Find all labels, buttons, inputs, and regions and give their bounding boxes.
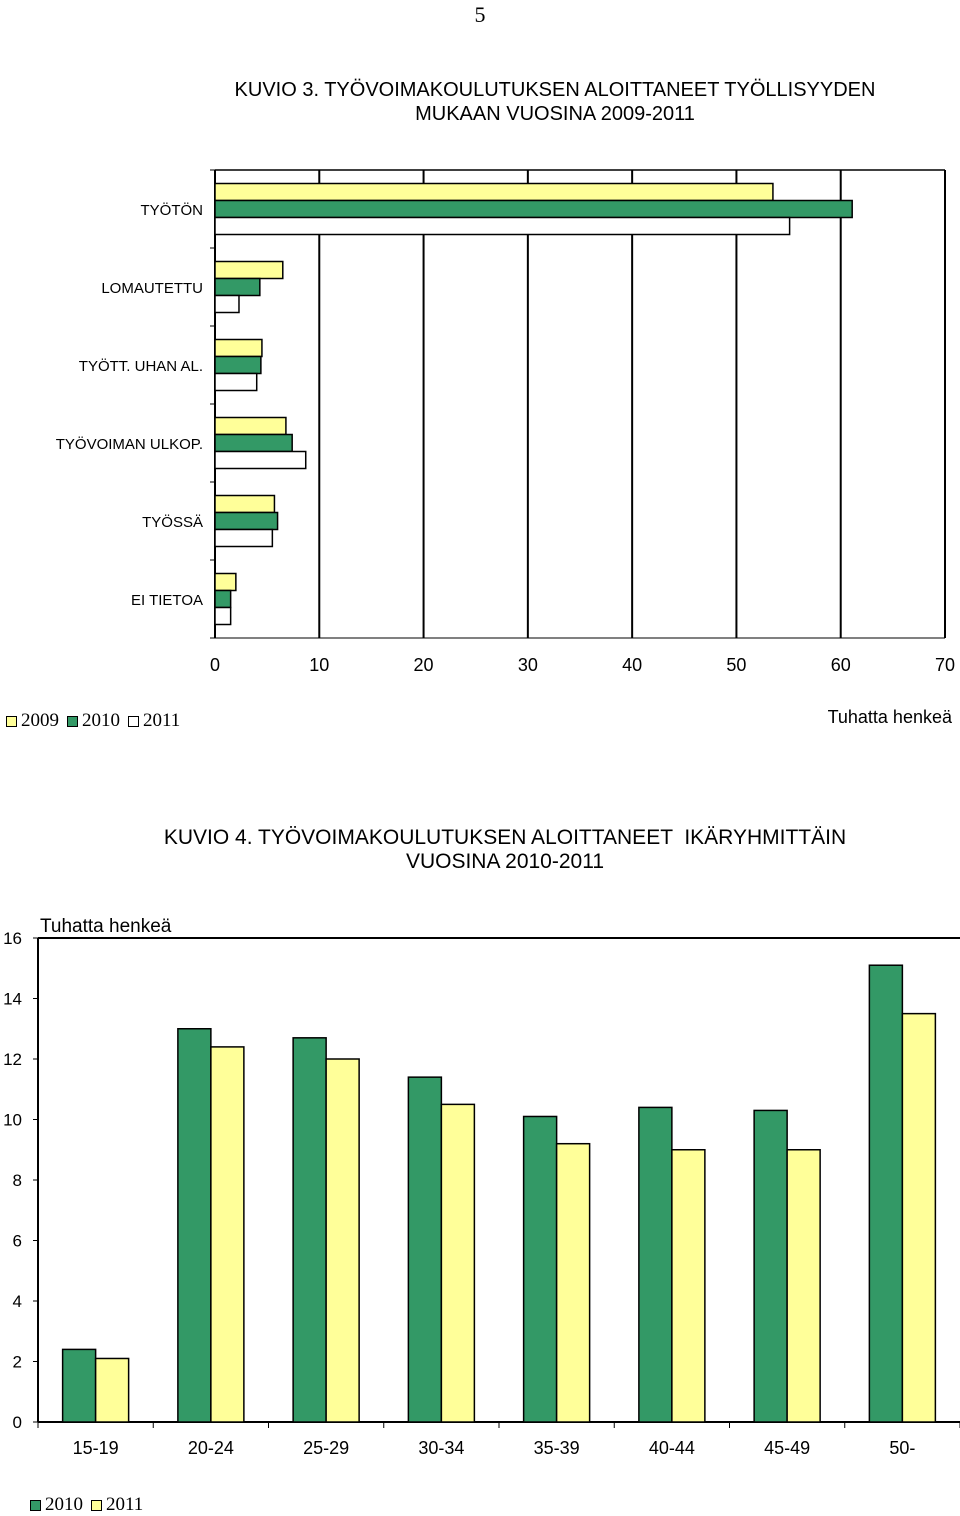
chart1-unit-label: Tuhatta henkeä	[827, 707, 952, 727]
chart1-bar-2009-3	[215, 418, 286, 435]
legend2-item-2010	[30, 1494, 83, 1516]
chart2-bar-2010-15-19	[63, 1349, 96, 1422]
chart2-bar-2010-30-34	[408, 1077, 441, 1422]
chart2-y-tick-label: 12	[3, 1050, 22, 1069]
page-number: 5	[474, 2, 486, 27]
chart2-x-tick-label: 40-44	[648, 1438, 695, 1458]
chart1-bar-2011-4	[215, 530, 272, 547]
chart2-unit-label: Tuhatta henkeä	[40, 916, 172, 937]
chart1-x-tick-label: 0	[209, 655, 221, 675]
chart2-x-tick-label: 15-19	[72, 1438, 119, 1458]
chart1-bar-2009-4	[215, 496, 274, 513]
chart2-x-tick-label: 45-49	[764, 1438, 811, 1458]
legend2-swatch-2011	[91, 1500, 102, 1511]
chart2-bar-2011-25-29	[326, 1059, 359, 1422]
chart1-employment-status-bar-chart	[0, 0, 960, 700]
chart2-y-tick-label: 0	[12, 1413, 22, 1432]
chart1-bar-2011-2	[215, 374, 257, 391]
chart2-bar-2011-15-19	[96, 1358, 129, 1422]
chart2-title-line1: KUVIO 4. TYÖVOIMAKOULUTUKSEN ALOITTANEET IKÄRYHMITTÄIN	[163, 826, 847, 849]
chart1-category-label: LOMAUTETTU	[101, 280, 203, 297]
legend-swatch-2011	[128, 716, 139, 727]
chart2-bar-2010-40-44	[639, 1107, 672, 1422]
chart2-x-tick-label: 50-	[889, 1438, 916, 1458]
chart1-title-line2: MUKAAN VUOSINA 2009-2011	[415, 103, 695, 125]
chart2-y-tick-label: 10	[3, 1110, 22, 1130]
chart2-y-tick-label: 14	[3, 989, 22, 1009]
chart1-category-label: TYÖTÖN	[140, 202, 203, 219]
legend2-label-2010: 2010	[45, 1494, 83, 1515]
chart2-bar-2011-50-	[902, 1014, 935, 1422]
chart1-bar-2010-2	[215, 357, 261, 374]
chart2-bar-2010-45-49	[754, 1110, 787, 1422]
legend2-swatch-2010	[30, 1500, 41, 1511]
chart2-bar-2010-50-	[869, 965, 902, 1422]
chart2-y-tick-label: 8	[12, 1171, 22, 1190]
chart2-y-tick-label: 16	[3, 929, 22, 948]
legend-label-2011: 2011	[143, 710, 181, 731]
chart1-bar-2010-0	[215, 201, 852, 218]
legend-item-2011	[128, 710, 180, 732]
chart1-bar-2009-2	[215, 340, 262, 357]
chart2-y-tick-label: 4	[12, 1292, 22, 1311]
legend-item-2010	[67, 710, 120, 732]
chart2-y-tick-label: 2	[12, 1352, 22, 1372]
chart2-x-tick-label: 25-29	[303, 1438, 350, 1458]
chart1-x-tick-label: 50	[726, 655, 747, 675]
chart1-bar-2011-5	[215, 608, 231, 625]
chart2-x-tick-label: 30-34	[418, 1438, 465, 1458]
chart2-bar-2011-40-44	[672, 1150, 705, 1422]
chart1-bar-2010-5	[215, 591, 231, 608]
chart2-title	[60, 826, 950, 874]
legend-label-2010: 2010	[82, 710, 120, 731]
chart1-x-tick-label: 20	[413, 655, 434, 675]
chart1-bar-2010-1	[215, 279, 260, 296]
chart1-bar-2010-3	[215, 435, 292, 452]
chart1-bar-2009-1	[215, 262, 283, 279]
chart2-bar-2011-20-24	[211, 1047, 244, 1422]
legend2-label-2011: 2011	[106, 1494, 144, 1515]
chart1-bar-2011-3	[215, 452, 306, 469]
chart2-bar-2011-35-39	[557, 1144, 590, 1422]
legend-label-2009: 2009	[21, 710, 59, 731]
chart1-category-label: TYÖTT. UHAN AL.	[78, 358, 203, 375]
chart2-title-line2: VUOSINA 2010-2011	[405, 850, 605, 873]
chart1-x-tick-label: 70	[934, 655, 956, 675]
chart2-legend	[30, 1494, 151, 1516]
chart1-x-tick-label: 10	[309, 655, 330, 675]
chart1-x-tick-label: 30	[517, 655, 538, 675]
chart1-bar-2010-4	[215, 513, 278, 530]
legend-item-2009	[6, 710, 59, 732]
chart1-category-label: EI TIETOA	[131, 592, 203, 609]
chart1-bar-2011-0	[215, 218, 790, 235]
chart1-bar-2009-0	[215, 184, 773, 201]
chart1-x-tick-label: 60	[830, 655, 851, 675]
chart2-x-tick-label: 20-24	[187, 1438, 234, 1458]
legend-swatch-2010	[67, 716, 78, 727]
chart2-bar-2010-20-24	[178, 1029, 211, 1422]
chart2-bar-2010-25-29	[293, 1038, 326, 1422]
chart1-legend	[6, 710, 188, 732]
chart2-bar-2010-35-39	[524, 1116, 557, 1422]
chart2-y-tick-label: 6	[12, 1231, 22, 1251]
chart1-category-label: TYÖVOIMAN ULKOP.	[55, 436, 203, 453]
chart1-category-label: TYÖSSÄ	[142, 514, 203, 531]
chart2-bar-2011-30-34	[441, 1104, 474, 1422]
chart1-x-tick-label: 40	[622, 655, 643, 675]
chart1-bar-2009-5	[215, 574, 236, 591]
legend2-item-2011	[91, 1494, 143, 1516]
chart1-bar-2011-1	[215, 296, 239, 313]
chart1-title-line1: KUVIO 3. TYÖVOIMAKOULUTUKSEN ALOITTANEET TYÖLLISYYDEN	[234, 79, 876, 101]
legend-swatch-2009	[6, 716, 17, 727]
chart2-x-tick-label: 35-39	[533, 1438, 580, 1458]
chart2-bar-2011-45-49	[787, 1150, 820, 1422]
